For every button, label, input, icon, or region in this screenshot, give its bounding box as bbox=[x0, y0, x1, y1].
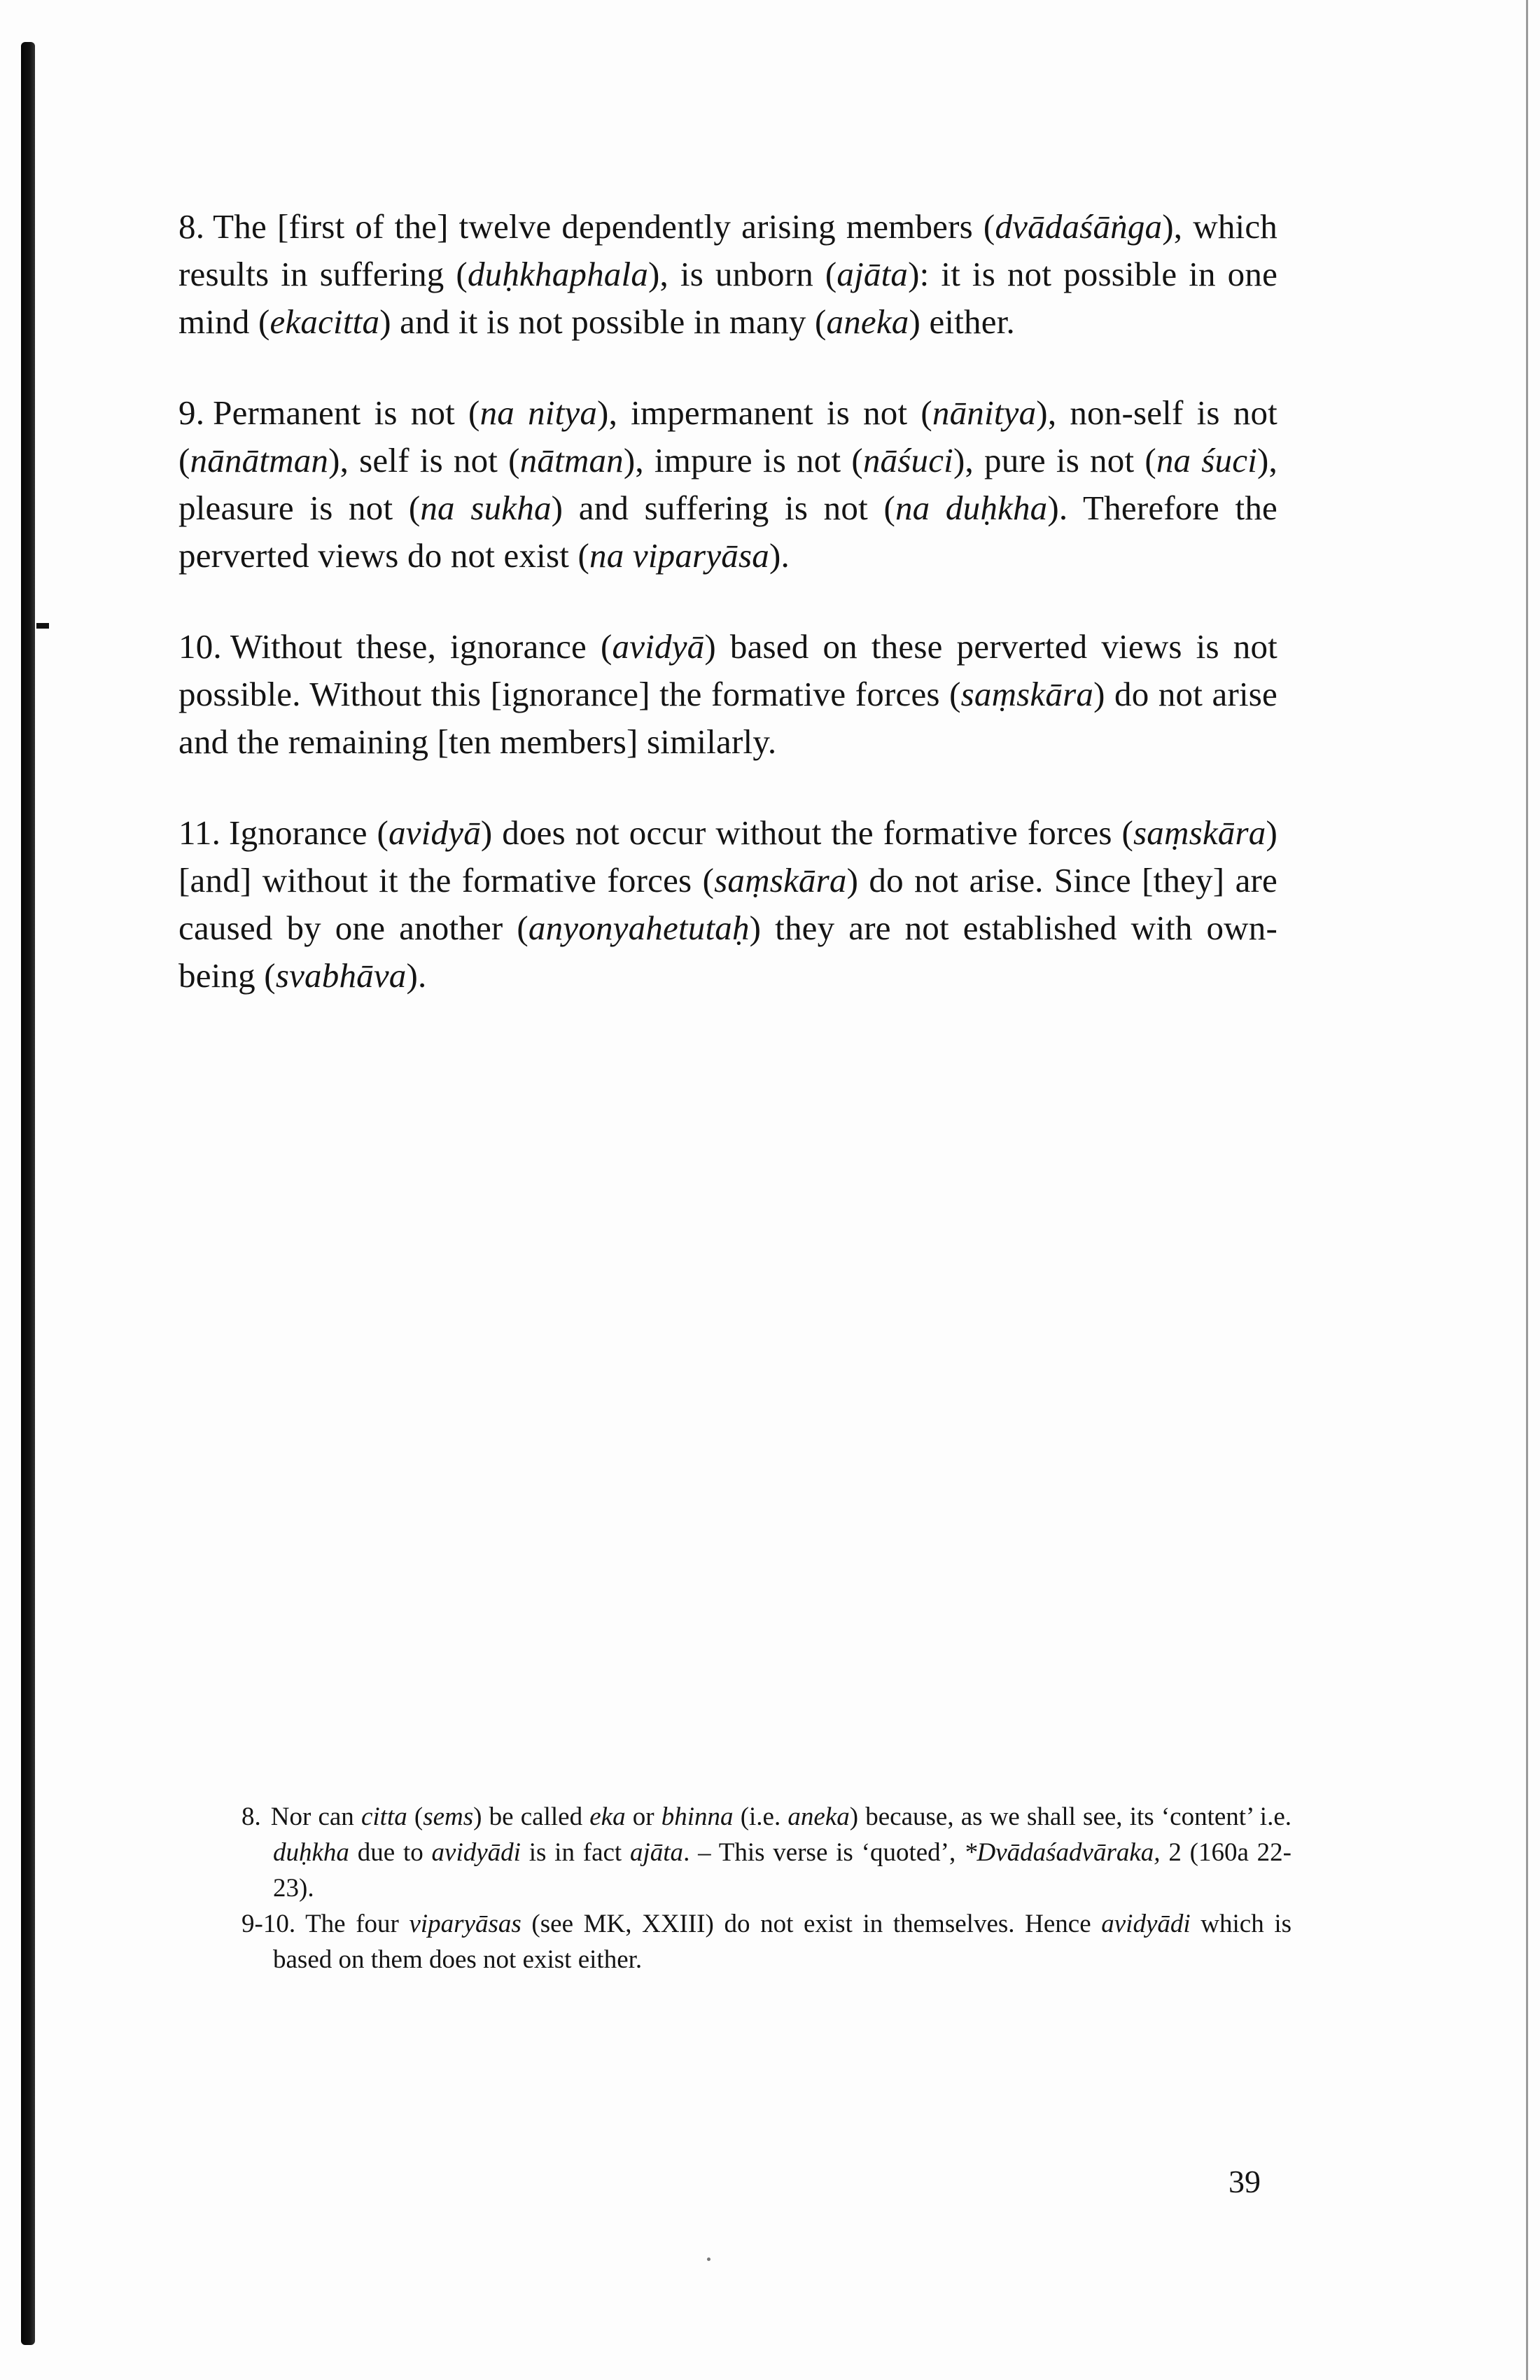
text-run: ), self is not ( bbox=[328, 441, 520, 479]
text-run: due to bbox=[349, 1838, 432, 1867]
verse-text bbox=[178, 207, 1278, 341]
sanskrit-term: duḥkha bbox=[273, 1838, 349, 1867]
text-run: ): it is not possible in one mind ( bbox=[178, 255, 1278, 341]
sanskrit-term: nāśuci bbox=[862, 441, 953, 479]
verse-8 bbox=[178, 203, 1278, 346]
text-run: ) based on these perverted views is not possible. Without this [ignorance] the formative forces ( bbox=[178, 627, 1278, 713]
sanskrit-term: saṃskāra bbox=[960, 675, 1094, 713]
text-run: ) does not occur without the formative forces ( bbox=[480, 813, 1134, 852]
sanskrit-term: bhinna bbox=[661, 1802, 734, 1831]
sanskrit-term: na sukha bbox=[420, 489, 552, 527]
verse-number: 10. bbox=[178, 627, 222, 666]
page-number: 39 bbox=[1228, 2164, 1261, 2199]
sanskrit-term: sems bbox=[423, 1802, 474, 1831]
sanskrit-term: aneka bbox=[788, 1802, 850, 1831]
text-run: Nor can bbox=[270, 1802, 361, 1831]
text-run: is in fact bbox=[520, 1838, 630, 1867]
sanskrit-term: saṃskāra bbox=[714, 861, 847, 899]
text-run: ) be called bbox=[473, 1802, 590, 1831]
text-run: ) and suffering is not ( bbox=[551, 489, 895, 527]
footnote-number: 8. bbox=[241, 1802, 261, 1831]
text-run: . – This verse is ‘quoted’, bbox=[683, 1838, 965, 1867]
verse-text bbox=[178, 813, 1278, 995]
verse-number: 11. bbox=[178, 813, 221, 852]
text-run: ), pleasure is not ( bbox=[178, 441, 1278, 527]
sanskrit-term: avidyādi bbox=[431, 1838, 521, 1867]
text-run: ) either. bbox=[909, 302, 1015, 341]
text-run: (i.e. bbox=[733, 1802, 788, 1831]
verse-text bbox=[178, 393, 1278, 575]
text-run: (see MK, XXIII) do not exist in themselves. Hence bbox=[521, 1910, 1102, 1938]
text-run: ) they are not established with own-being ( bbox=[178, 909, 1278, 995]
sanskrit-term: nānātman bbox=[190, 441, 329, 479]
sanskrit-term: avidyā bbox=[612, 627, 705, 666]
text-run: ), which results in suffering ( bbox=[178, 207, 1278, 293]
verse-block bbox=[178, 203, 1278, 1043]
text-run: which is based on them does not exist either. bbox=[273, 1910, 1292, 1974]
sanskrit-term: eka bbox=[589, 1802, 626, 1831]
text-run: ) [and] without it the formative forces ( bbox=[178, 813, 1278, 899]
text-run: ). bbox=[406, 956, 427, 995]
text-run: ) because, as we shall see, its ‘content’ i.e. bbox=[849, 1802, 1292, 1831]
sanskrit-term: avidyādi bbox=[1101, 1910, 1191, 1938]
text-run: ) do not arise and the remaining [ten members] similarly. bbox=[178, 675, 1278, 761]
footnote-8 bbox=[241, 1799, 1292, 1906]
sanskrit-term: na viparyāsa bbox=[589, 536, 769, 575]
sanskrit-term: na śuci bbox=[1156, 441, 1258, 479]
sanskrit-term: avidyā bbox=[388, 813, 481, 852]
sanskrit-term: na duḥkha bbox=[895, 489, 1048, 527]
sanskrit-term: na nitya bbox=[479, 393, 598, 432]
sanskrit-term: nātman bbox=[519, 441, 624, 479]
sanskrit-term: saṃskāra bbox=[1133, 813, 1266, 852]
sanskrit-term: dvādaśāṅga bbox=[995, 207, 1163, 246]
text-run: ), is unborn ( bbox=[648, 255, 837, 293]
sanskrit-term: anyonyahetutaḥ bbox=[528, 909, 750, 947]
verse-10 bbox=[178, 623, 1278, 766]
binding-mark bbox=[36, 623, 49, 629]
text-run: ), impermanent is not ( bbox=[597, 393, 932, 432]
page-edge bbox=[1526, 0, 1528, 2380]
sanskrit-term: nānitya bbox=[932, 393, 1037, 432]
footnote-9-10 bbox=[241, 1906, 1292, 1977]
verse-text bbox=[178, 627, 1278, 761]
verse-number: 9. bbox=[178, 393, 205, 432]
sanskrit-term: ajāta bbox=[630, 1838, 684, 1867]
sanskrit-term: ajāta bbox=[836, 255, 909, 293]
text-run: ), pure is not ( bbox=[953, 441, 1156, 479]
text-run: ) and it is not possible in many ( bbox=[379, 302, 827, 341]
footnote-text bbox=[271, 1802, 1292, 1903]
sanskrit-term: aneka bbox=[826, 302, 909, 341]
verse-number: 8. bbox=[178, 207, 205, 246]
print-speck bbox=[707, 2258, 710, 2261]
text-run: Without these, ignorance ( bbox=[230, 627, 612, 666]
footnote-number: 9-10. bbox=[241, 1910, 296, 1938]
text-run: ). Therefore the perverted views do not exist ( bbox=[178, 489, 1278, 575]
text-run: ) do not arise. Since [they] are caused by one another ( bbox=[178, 861, 1278, 947]
sanskrit-term: *Dvādaśadvāraka, bbox=[964, 1838, 1161, 1867]
text-run: or bbox=[625, 1802, 662, 1831]
text-run: 2 (160a 22-23). bbox=[273, 1838, 1292, 1903]
text-run: Ignorance ( bbox=[229, 813, 389, 852]
text-run: ( bbox=[407, 1802, 424, 1831]
sanskrit-term: ekacitta bbox=[270, 302, 380, 341]
sanskrit-term: citta bbox=[360, 1802, 407, 1831]
verse-11 bbox=[178, 809, 1278, 1000]
text-run: ), impure is not ( bbox=[623, 441, 863, 479]
verse-9 bbox=[178, 389, 1278, 580]
footnotes bbox=[241, 1799, 1292, 1977]
sanskrit-term: svabhāva bbox=[275, 956, 407, 995]
footnote-text bbox=[273, 1910, 1292, 1974]
text-run: ), non-self is not ( bbox=[178, 393, 1278, 479]
binding-shadow bbox=[21, 42, 35, 2345]
text-run: ). bbox=[769, 536, 790, 575]
sanskrit-term: duḥkhaphala bbox=[467, 255, 649, 293]
text-run: The four bbox=[305, 1910, 410, 1938]
text-run: Permanent is not ( bbox=[213, 393, 480, 432]
text-run: The [first of the] twelve dependently arising members ( bbox=[213, 207, 995, 246]
sanskrit-term: viparyāsas bbox=[409, 1910, 522, 1938]
